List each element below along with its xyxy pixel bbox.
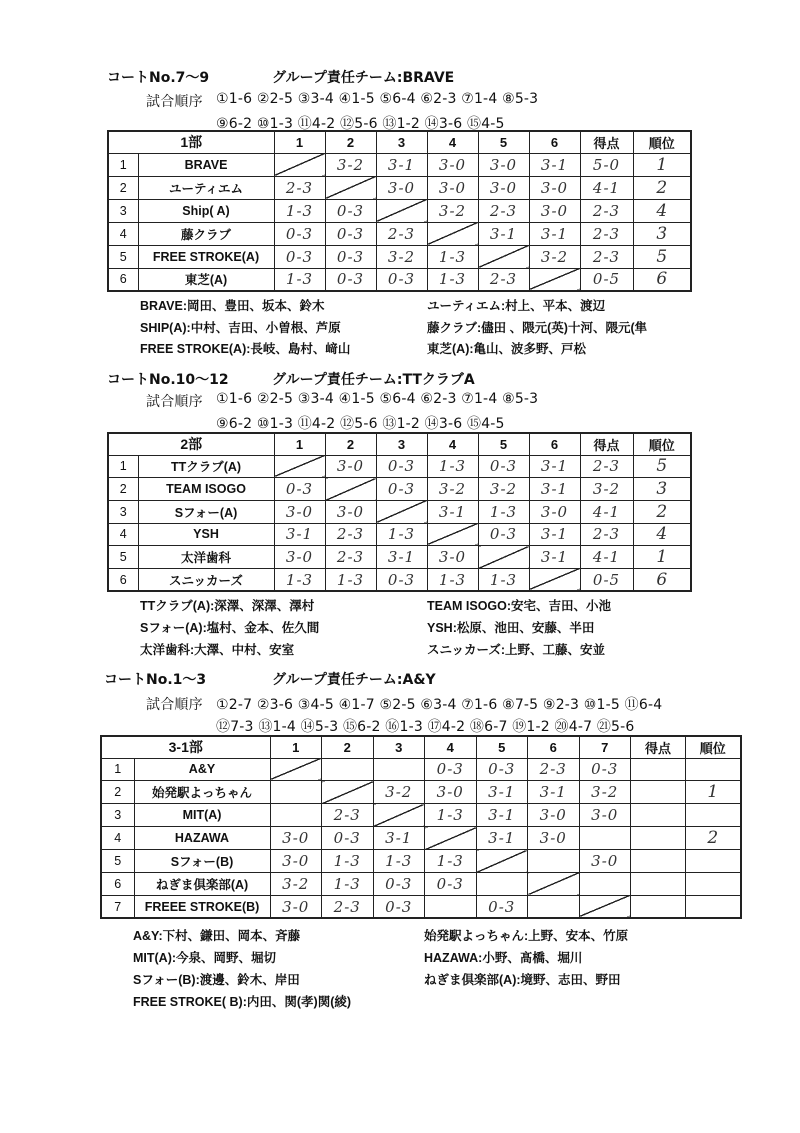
match-score: [476, 872, 528, 895]
row-number: 1: [108, 455, 138, 478]
rank-cell: 3: [633, 478, 691, 501]
team-name: TTクラブ(A): [138, 455, 274, 478]
match-score: [579, 827, 631, 850]
diagonal-cell: [579, 895, 631, 918]
points-cell: 0-5: [580, 268, 633, 291]
diagonal-cell: [325, 478, 376, 501]
match-score: 3-2: [529, 245, 580, 268]
division-header: 1部: [108, 131, 274, 153]
match-score: 3-1: [529, 222, 580, 245]
match-score: 3-0: [529, 500, 580, 523]
diagonal-cell: [274, 455, 325, 478]
match-order-line-1: ①1-6 ②2-5 ③3-4 ④1-5 ⑤6-4 ⑥2-3 ⑦1-4 ⑧5-3: [216, 391, 539, 407]
court-label: コートNo.1～3: [104, 672, 207, 688]
match-score: 2-3: [325, 546, 376, 569]
match-score: 0-3: [325, 268, 376, 291]
match-score: 3-0: [478, 176, 529, 199]
diagonal-cell: [529, 568, 580, 591]
team-name: Ship( A): [138, 199, 274, 222]
match-score: 0-3: [325, 199, 376, 222]
team-name: 始発駅よっちゃん: [134, 781, 270, 804]
table-row: [101, 895, 741, 918]
table-row: [108, 199, 691, 222]
diagonal-cell: [478, 546, 529, 569]
team-name: BRAVE: [138, 153, 274, 176]
table-row: [101, 781, 741, 804]
rank-cell: 2: [633, 500, 691, 523]
team-members: ユーティエム:村上、平本、渡辺: [427, 299, 606, 313]
match-score: 0-3: [425, 758, 477, 781]
match-score: [373, 758, 425, 781]
match-score: 3-1: [427, 500, 478, 523]
team-name: スニッカーズ: [138, 568, 274, 591]
row-number: 4: [101, 827, 134, 850]
match-score: 0-3: [579, 758, 631, 781]
match-score: 2-3: [528, 758, 580, 781]
team-name: 藤クラブ: [138, 222, 274, 245]
court-label: コートNo.7～9: [107, 70, 210, 86]
match-score: 3-1: [476, 804, 528, 827]
match-score: 3-2: [427, 199, 478, 222]
points-cell: [631, 804, 686, 827]
match-score: 3-2: [376, 245, 427, 268]
match-score: 3-1: [476, 827, 528, 850]
team-members: A&Y:下村、鎌田、岡本、斉藤: [133, 929, 301, 943]
match-score: 3-1: [529, 546, 580, 569]
column-header: 4: [427, 433, 478, 455]
match-score: 1-3: [322, 850, 374, 873]
points-header: 得点: [631, 736, 686, 758]
match-score: 3-1: [528, 781, 580, 804]
diagonal-cell: [476, 850, 528, 873]
match-score: 3-0: [478, 153, 529, 176]
points-cell: 5-0: [580, 153, 633, 176]
points-cell: 0-5: [580, 568, 633, 591]
match-score: 0-3: [425, 872, 477, 895]
team-members: FREE STROKE(A):長岐、島村、﨑山: [140, 342, 351, 356]
rank-cell: 2: [686, 827, 741, 850]
court-label: コートNo.10～12: [107, 372, 229, 388]
team-members: 始発駅よっちゃん:上野、安本、竹原: [424, 929, 629, 943]
table-row: [101, 850, 741, 873]
match-score: 3-0: [325, 455, 376, 478]
match-score: 1-3: [478, 500, 529, 523]
column-header: 3: [376, 131, 427, 153]
team-name: ねぎま倶楽部(A): [134, 872, 270, 895]
match-score: 1-3: [425, 850, 477, 873]
rank-cell: 5: [633, 245, 691, 268]
match-score: 3-1: [478, 222, 529, 245]
column-header: 5: [476, 736, 528, 758]
row-number: 5: [108, 546, 138, 569]
match-score: 1-3: [274, 199, 325, 222]
match-score: 3-2: [579, 781, 631, 804]
points-cell: 4-1: [580, 546, 633, 569]
match-score: 2-3: [322, 804, 374, 827]
diagonal-cell: [373, 804, 425, 827]
rank-cell: 1: [633, 546, 691, 569]
table-row: [108, 222, 691, 245]
match-score: 0-3: [376, 568, 427, 591]
match-order-label: 試合順序: [146, 94, 203, 110]
team-name: 太洋歯科: [138, 546, 274, 569]
match-score: 3-0: [528, 827, 580, 850]
match-order-line-2: ⑨6-2 ⑩1-3 ⑪4-2 ⑫5-6 ⑬1-2 ⑭3-6 ⑮4-5: [216, 416, 505, 432]
team-name: TEAM ISOGO: [138, 478, 274, 501]
table-row: [108, 523, 691, 546]
diagonal-cell: [529, 268, 580, 291]
table-row: [108, 176, 691, 199]
row-number: 3: [108, 199, 138, 222]
match-score: 1-3: [427, 568, 478, 591]
league-table: [100, 735, 742, 919]
match-score: 0-3: [478, 523, 529, 546]
group-responsible-team: グループ責任チーム:BRAVE: [272, 70, 455, 86]
league-table: [107, 130, 692, 292]
group-responsible-team: グループ責任チーム:TTクラブA: [272, 372, 475, 388]
division-header: 3-1部: [101, 736, 270, 758]
match-score: 0-3: [322, 827, 374, 850]
rank-cell: 4: [633, 199, 691, 222]
row-number: 2: [108, 176, 138, 199]
rank-cell: 6: [633, 568, 691, 591]
team-name: FREE STROKE(A): [138, 245, 274, 268]
match-score: 3-1: [376, 153, 427, 176]
match-score: 1-3: [274, 568, 325, 591]
column-header: 4: [425, 736, 477, 758]
rank-cell: [686, 850, 741, 873]
team-members: HAZAWA:小野、髙橋、堀川: [424, 951, 583, 965]
table-row: [101, 827, 741, 850]
column-header: 1: [270, 736, 322, 758]
team-members: TEAM ISOGO:安宅、吉田、小池: [427, 599, 612, 613]
row-number: 4: [108, 523, 138, 546]
match-score: 0-3: [373, 895, 425, 918]
rank-header: 順位: [686, 736, 741, 758]
match-score: 0-3: [325, 222, 376, 245]
rank-cell: 4: [633, 523, 691, 546]
match-score: 1-3: [373, 850, 425, 873]
league-table: [107, 432, 692, 592]
rank-cell: 5: [633, 455, 691, 478]
match-score: 3-1: [529, 523, 580, 546]
match-score: 2-3: [325, 523, 376, 546]
table-row: [108, 568, 691, 591]
row-number: 4: [108, 222, 138, 245]
row-number: 1: [108, 153, 138, 176]
row-number: 7: [101, 895, 134, 918]
match-score: 3-0: [425, 781, 477, 804]
match-order-line-2: ⑫7-3 ⑬1-4 ⑭5-3 ⑮6-2 ⑯1-3 ⑰4-2 ⑱6-7 ⑲1-2 ⑳4-7 ㉑5-6: [216, 719, 635, 735]
match-score: 3-0: [325, 500, 376, 523]
match-score: 2-3: [376, 222, 427, 245]
column-header: 2: [322, 736, 374, 758]
team-members: Sフォー(B):渡邊、鈴木、岸田: [133, 973, 300, 987]
points-cell: [631, 895, 686, 918]
match-score: 3-0: [270, 850, 322, 873]
match-score: 3-1: [373, 827, 425, 850]
column-header: 6: [529, 131, 580, 153]
team-members: 藤クラブ:儘田 、隈元(英)十河、隈元(隼: [427, 320, 648, 335]
table-row: [108, 455, 691, 478]
rank-header: 順位: [633, 131, 691, 153]
team-members: ねぎま倶楽部(A):境野、志田、野田: [424, 973, 621, 987]
match-score: 1-3: [425, 804, 477, 827]
diagonal-cell: [376, 500, 427, 523]
points-cell: 2-3: [580, 523, 633, 546]
match-score: 2-3: [274, 176, 325, 199]
diagonal-cell: [427, 523, 478, 546]
match-score: 0-3: [325, 245, 376, 268]
column-header: 4: [427, 131, 478, 153]
match-order-line-2: ⑨6-2 ⑩1-3 ⑪4-2 ⑫5-6 ⑬1-2 ⑭3-6 ⑮4-5: [216, 116, 505, 132]
match-score: 1-3: [478, 568, 529, 591]
team-members: MIT(A):今泉、岡野、堀切: [133, 951, 277, 965]
diagonal-cell: [270, 758, 322, 781]
points-header: 得点: [580, 433, 633, 455]
column-header: 3: [376, 433, 427, 455]
rank-cell: 1: [633, 153, 691, 176]
match-score: 3-0: [270, 827, 322, 850]
team-name: FREEE STROKE(B): [134, 895, 270, 918]
match-score: 3-0: [427, 176, 478, 199]
row-number: 6: [101, 872, 134, 895]
match-score: [528, 895, 580, 918]
team-members: 太洋歯科:大澤、中村、安室: [140, 643, 295, 657]
match-score: 1-3: [325, 568, 376, 591]
points-cell: [631, 827, 686, 850]
row-number: 2: [101, 781, 134, 804]
match-score: [322, 758, 374, 781]
match-score: 3-0: [579, 804, 631, 827]
match-score: 0-3: [376, 268, 427, 291]
team-members: TTクラブ(A):深澤、深澤、澤村: [140, 599, 315, 613]
row-number: 3: [101, 804, 134, 827]
table-row: [101, 804, 741, 827]
team-name: ユーティエム: [138, 176, 274, 199]
match-score: 3-1: [529, 153, 580, 176]
diagonal-cell: [478, 245, 529, 268]
points-cell: [631, 758, 686, 781]
match-score: 3-0: [270, 895, 322, 918]
match-score: 3-0: [529, 199, 580, 222]
column-header: 6: [528, 736, 580, 758]
match-score: 3-0: [274, 500, 325, 523]
points-cell: [631, 850, 686, 873]
rank-cell: [686, 758, 741, 781]
table-row: [108, 546, 691, 569]
match-score: 1-3: [427, 455, 478, 478]
match-score: 3-2: [325, 153, 376, 176]
team-members: BRAVE:岡田、豊田、坂本、鈴木: [140, 299, 325, 313]
row-number: 5: [108, 245, 138, 268]
table-row: [108, 500, 691, 523]
diagonal-cell: [325, 176, 376, 199]
match-score: 0-3: [476, 758, 528, 781]
match-score: 1-3: [427, 245, 478, 268]
team-name: HAZAWA: [134, 827, 270, 850]
table-row: [101, 758, 741, 781]
team-name: 東芝(A): [138, 268, 274, 291]
column-header: 7: [579, 736, 631, 758]
diagonal-cell: [528, 872, 580, 895]
column-header: 1: [274, 433, 325, 455]
diagonal-cell: [425, 827, 477, 850]
match-score: 1-3: [376, 523, 427, 546]
match-score: 3-0: [274, 546, 325, 569]
match-score: 3-2: [478, 478, 529, 501]
match-score: 0-3: [373, 872, 425, 895]
match-score: 1-3: [322, 872, 374, 895]
points-cell: [631, 872, 686, 895]
points-header: 得点: [580, 131, 633, 153]
match-score: 3-1: [529, 455, 580, 478]
rank-cell: [686, 895, 741, 918]
points-cell: 4-1: [580, 500, 633, 523]
team-members: FREE STROKE( B):内田、関(孝)関(綾): [133, 995, 352, 1009]
table-row: [108, 153, 691, 176]
match-score: 0-3: [274, 245, 325, 268]
row-number: 1: [101, 758, 134, 781]
rank-cell: [686, 872, 741, 895]
diagonal-cell: [322, 781, 374, 804]
row-number: 6: [108, 568, 138, 591]
column-header: 3: [373, 736, 425, 758]
group-responsible-team: グループ責任チーム:A&Y: [272, 672, 436, 688]
rank-header: 順位: [633, 433, 691, 455]
rank-cell: 3: [633, 222, 691, 245]
diagonal-cell: [274, 153, 325, 176]
match-order-label: 試合順序: [146, 394, 203, 410]
match-score: 2-3: [478, 199, 529, 222]
team-members: 東芝(A):亀山、波多野、戸松: [427, 342, 587, 356]
match-order-line-1: ①2-7 ②3-6 ③4-5 ④1-7 ⑤2-5 ⑥3-4 ⑦1-6 ⑧7-5 ⑨2-3 ⑩1-5 ⑪6-4: [216, 697, 663, 713]
match-score: 3-0: [376, 176, 427, 199]
match-score: 3-1: [274, 523, 325, 546]
match-score: 2-3: [322, 895, 374, 918]
match-score: [579, 872, 631, 895]
team-members: Sフォー(A):塩村、金本、佐久間: [140, 621, 320, 635]
rank-cell: 1: [686, 781, 741, 804]
team-name: Sフォー(A): [138, 500, 274, 523]
rank-cell: 2: [633, 176, 691, 199]
match-score: 1-3: [274, 268, 325, 291]
column-header: 6: [529, 433, 580, 455]
match-score: 1-3: [427, 268, 478, 291]
match-order-line-1: ①1-6 ②2-5 ③3-4 ④1-5 ⑤6-4 ⑥2-3 ⑦1-4 ⑧5-3: [216, 91, 539, 107]
match-score: 0-3: [376, 478, 427, 501]
row-number: 3: [108, 500, 138, 523]
points-cell: 2-3: [580, 199, 633, 222]
match-score: 3-2: [270, 872, 322, 895]
points-cell: 2-3: [580, 245, 633, 268]
column-header: 2: [325, 433, 376, 455]
table-row: [101, 872, 741, 895]
column-header: 2: [325, 131, 376, 153]
match-score: 3-0: [427, 546, 478, 569]
match-score: 3-1: [376, 546, 427, 569]
division-header: 2部: [108, 433, 274, 455]
team-name: Sフォー(B): [134, 850, 270, 873]
row-number: 2: [108, 478, 138, 501]
match-score: 2-3: [478, 268, 529, 291]
match-score: 0-3: [274, 222, 325, 245]
points-cell: 3-2: [580, 478, 633, 501]
table-row: [108, 268, 691, 291]
column-header: 5: [478, 131, 529, 153]
match-score: 3-1: [529, 478, 580, 501]
rank-cell: [686, 804, 741, 827]
points-cell: 4-1: [580, 176, 633, 199]
match-score: [270, 781, 322, 804]
team-members: YSH:松原、池田、安藤、半田: [427, 621, 595, 635]
match-score: 0-3: [478, 455, 529, 478]
diagonal-cell: [427, 222, 478, 245]
rank-cell: 6: [633, 268, 691, 291]
row-number: 5: [101, 850, 134, 873]
points-cell: 2-3: [580, 222, 633, 245]
points-cell: 2-3: [580, 455, 633, 478]
table-row: [108, 245, 691, 268]
column-header: 1: [274, 131, 325, 153]
match-score: 0-3: [376, 455, 427, 478]
match-score: 3-2: [427, 478, 478, 501]
match-score: 3-0: [529, 176, 580, 199]
match-score: 3-1: [476, 781, 528, 804]
match-score: 0-3: [274, 478, 325, 501]
match-score: 3-0: [427, 153, 478, 176]
team-members: スニッカーズ:上野、工藤、安並: [427, 643, 606, 657]
team-members: SHIP(A):中村、吉田、小曽根、芦原: [140, 320, 341, 335]
team-name: YSH: [138, 523, 274, 546]
points-cell: [631, 781, 686, 804]
team-name: MIT(A): [134, 804, 270, 827]
match-score: [270, 804, 322, 827]
match-score: 0-3: [476, 895, 528, 918]
match-score: [425, 895, 477, 918]
match-score: 3-0: [579, 850, 631, 873]
column-header: 5: [478, 433, 529, 455]
row-number: 6: [108, 268, 138, 291]
match-score: 3-0: [528, 804, 580, 827]
table-row: [108, 478, 691, 501]
match-order-label: 試合順序: [146, 697, 203, 713]
diagonal-cell: [376, 199, 427, 222]
match-score: 3-2: [373, 781, 425, 804]
team-name: A&Y: [134, 758, 270, 781]
match-score: [528, 850, 580, 873]
